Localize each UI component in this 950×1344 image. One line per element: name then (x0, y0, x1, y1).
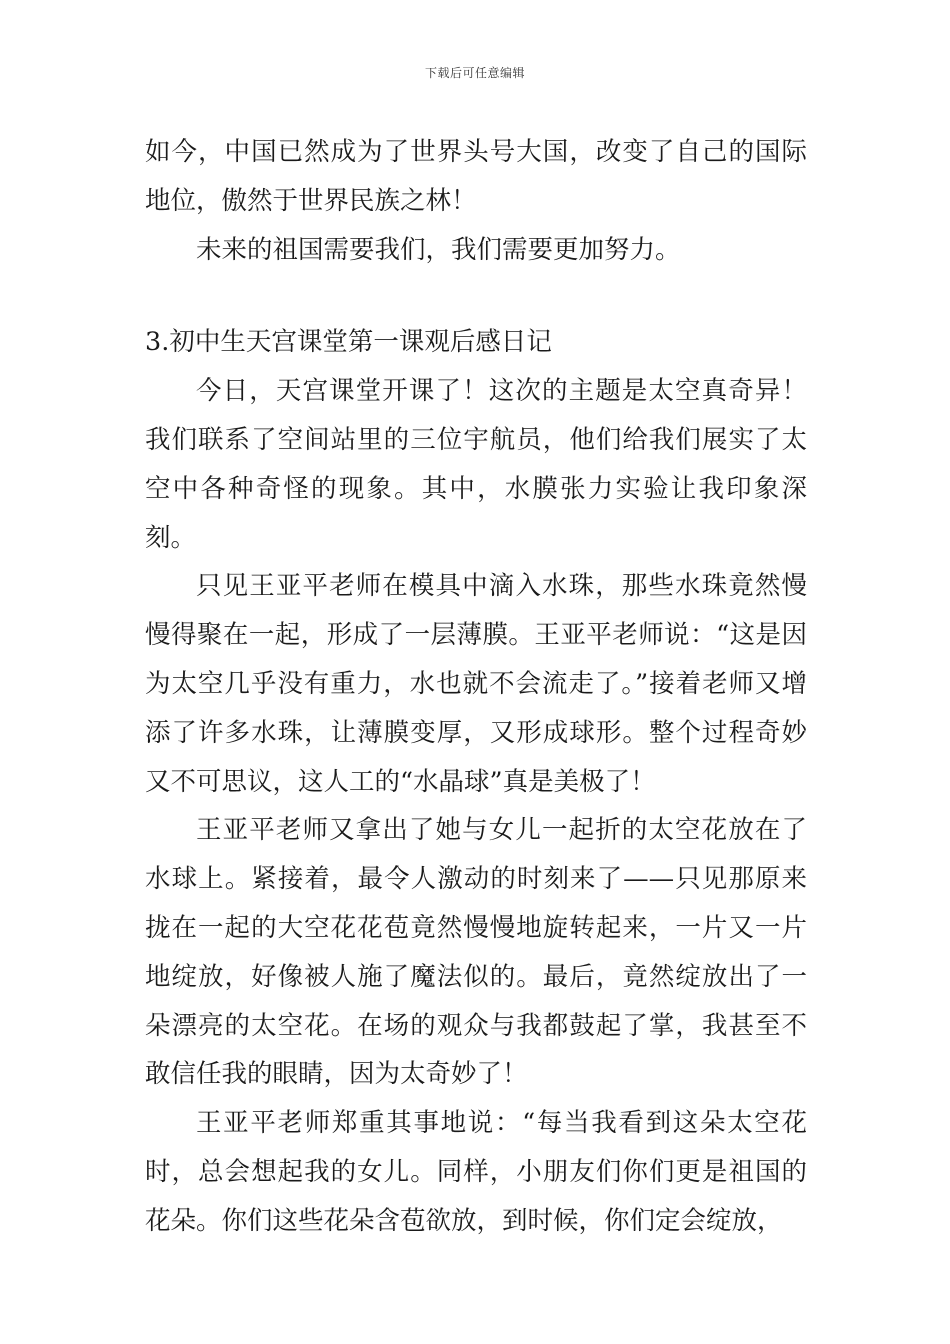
page-header-note: 下载后可任意编辑 (424, 66, 525, 80)
paragraph: 王亚平老师郑重其事地说：“每当我看到这朵太空花时，总会想起我的女儿。同样，小朋友们你们更是祖国的花朵。你们这些花朵含苞欲放，到时候，你们定会绽放， (145, 1108, 807, 1236)
paragraph-closing: 未来的祖国需要我们，我们需要更加努力。 (196, 234, 681, 265)
paragraph: 今日，天宫课堂开课了！这次的主题是太空真奇异！我们联系了空间站里的三位宇航员，他们给我们展实了太空中各种奇怪的现象。其中，水膜张力实验让我印象深刻。 (145, 376, 807, 553)
section-spacer (145, 274, 807, 318)
paragraph: 王亚平老师又拿出了她与女儿一起折的太空花放在了水球上。紧接着，最令人激动的时刻来了——只见那原来拢在一起的大空花花苞竟然慢慢地旋转起来，一片又一片地绽放，好像被人施了魔法似的。最后，竟然绽放出了一朵漂亮的太空花。在场的观众与我都鼓起了掌，我甚至不敢信任我的眼睛，因为太奇妙了！ (145, 815, 807, 1090)
section-title: 3.初中生天宫课堂第一课观后感日记 (145, 327, 552, 358)
document-body (145, 128, 807, 1246)
paragraph-continuation: 如今，中国已然成为了世界头号大国，改变了自己的国际地位，傲然于世界民族之林！ (145, 137, 807, 216)
paragraph: 只见王亚平老师在模具中滴入水珠，那些水珠竟然慢慢得聚在一起，形成了一层薄膜。王亚平老师说：“这是因为太空几乎没有重力，水也就不会流走了。”接着老师又增添了许多水珠，让薄膜变厚，又形成球形。整个过程奇妙又不可思议，这人工的“水晶球”真是美极了！ (145, 571, 807, 797)
